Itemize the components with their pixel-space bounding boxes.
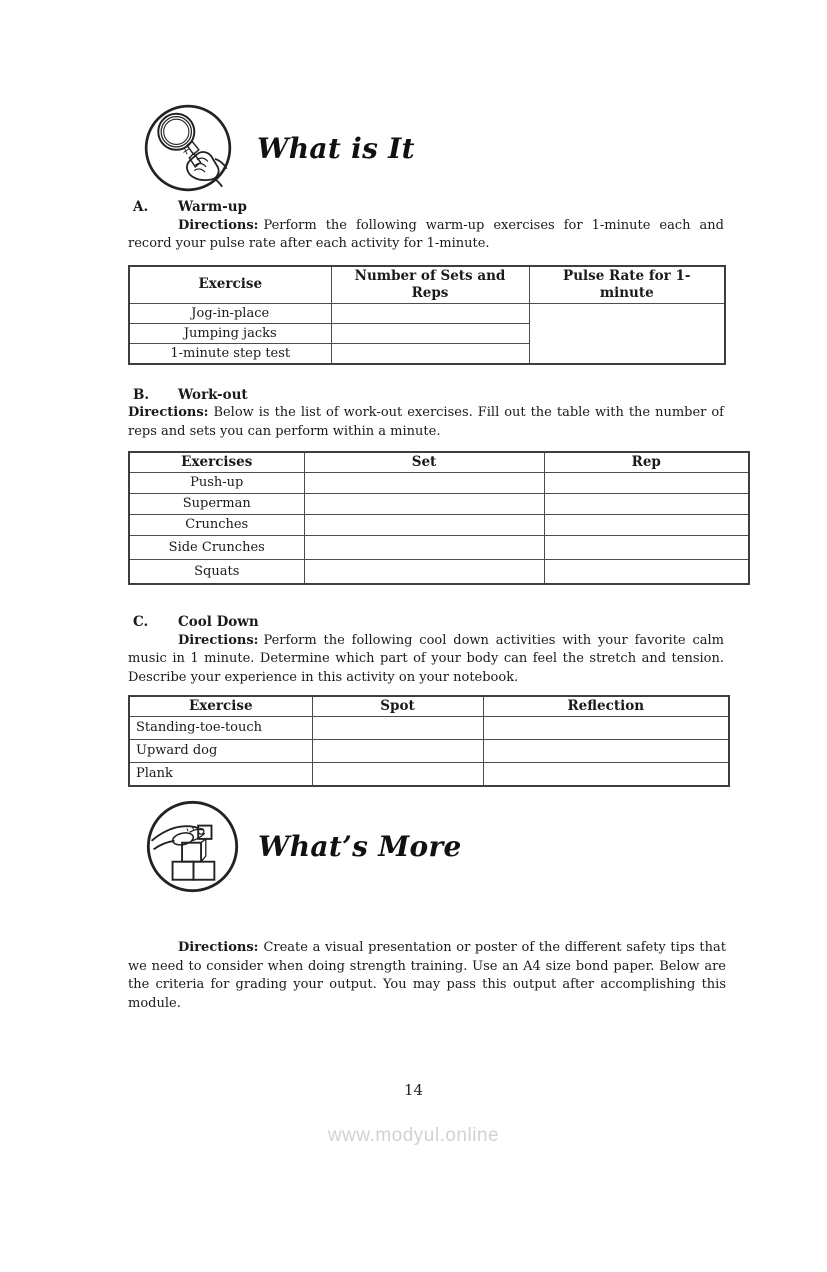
cooldown-table xyxy=(128,695,730,787)
workout-directions xyxy=(128,404,724,441)
document-page xyxy=(0,103,827,1147)
column-header: Rep xyxy=(544,452,749,473)
section-title-warmup: Warm-up xyxy=(178,199,247,215)
exercise-name: Jumping jacks xyxy=(129,323,331,343)
exercise-name: Side Crunches xyxy=(129,536,304,560)
column-header: Set xyxy=(304,452,544,473)
column-header: Reflection xyxy=(483,696,729,717)
table-row xyxy=(129,740,729,763)
table-row xyxy=(129,560,749,585)
fill-in-cell xyxy=(331,343,529,364)
column-header: Exercise xyxy=(129,696,312,717)
section-letter-b: B. xyxy=(133,386,150,403)
fill-in-cell xyxy=(304,515,544,536)
fill-in-cell xyxy=(544,515,749,536)
exercise-name: 1-minute step test xyxy=(129,343,331,364)
section-title-cooldown: Cool Down xyxy=(178,614,259,630)
table-row xyxy=(129,515,749,536)
table-header-row xyxy=(129,696,729,717)
fill-in-cell xyxy=(312,717,483,740)
fill-in-cell xyxy=(529,303,725,364)
fill-in-cell xyxy=(304,536,544,560)
column-header: Number of Sets and Reps xyxy=(331,266,529,304)
column-header: Spot xyxy=(312,696,483,717)
section-heading-workout xyxy=(128,386,724,405)
exercise-name: Squats xyxy=(129,560,304,585)
fill-in-cell xyxy=(544,473,749,494)
warmup-table xyxy=(128,265,726,365)
section-title-workout: Work-out xyxy=(178,386,248,403)
fill-in-cell xyxy=(544,536,749,560)
page-number: 14 xyxy=(403,1081,424,1099)
what-is-it-title: What is It xyxy=(257,131,415,165)
fill-in-cell xyxy=(483,763,729,787)
section-letter-c: C. xyxy=(133,614,149,630)
table-row xyxy=(129,536,749,560)
exercise-name: Push-up xyxy=(129,473,304,494)
fill-in-cell xyxy=(304,473,544,494)
directions-text: Below is the list of work-out exercises. Fill out the table with the number of reps and sets you can perform within a minute. xyxy=(128,405,724,439)
section-heading-cooldown xyxy=(128,613,724,632)
directions-text: Perform the following warm-up exercises for 1-minute each and record your pulse rate after each activity for 1-minute. xyxy=(128,217,724,251)
fill-in-cell xyxy=(544,494,749,515)
column-header: Pulse Rate for 1-minute xyxy=(529,266,725,304)
section-letter-a: A. xyxy=(133,199,149,215)
main-content xyxy=(128,198,724,787)
fill-in-cell xyxy=(544,560,749,585)
section-heading-warmup xyxy=(128,198,724,217)
exercise-name: Standing-toe-touch xyxy=(129,717,312,740)
fill-in-cell xyxy=(331,303,529,323)
table-row xyxy=(129,303,725,323)
magnifying-glass-icon xyxy=(143,103,233,193)
table-header-row xyxy=(129,266,725,304)
table-header-row xyxy=(129,452,749,473)
directions-label: Directions: xyxy=(128,405,209,420)
fill-in-cell xyxy=(312,740,483,763)
directions-label: Directions: xyxy=(178,940,259,955)
watermark: www.modyul.online xyxy=(327,1125,500,1146)
directions-label: Directions: xyxy=(178,632,259,648)
exercise-name: Jog-in-place xyxy=(129,303,331,323)
exercise-name: Upward dog xyxy=(129,740,312,763)
cooldown-directions xyxy=(128,632,724,688)
exercise-name: Plank xyxy=(129,763,312,787)
table-row xyxy=(129,473,749,494)
whats-more-directions xyxy=(128,939,726,1013)
whats-more-header xyxy=(145,799,827,894)
directions-text: Perform the following cool down activities with your favorite calm music in 1 minute. Determine which part of your body can feel the stretch and tension. Describe your experience in this activity on your notebook. xyxy=(128,632,724,685)
fill-in-cell xyxy=(312,763,483,787)
column-header: Exercises xyxy=(129,452,304,473)
fill-in-cell xyxy=(483,740,729,763)
table-row xyxy=(129,494,749,515)
fill-in-cell xyxy=(304,560,544,585)
fill-in-cell xyxy=(483,717,729,740)
fill-in-cell xyxy=(304,494,544,515)
directions-label: Directions: xyxy=(178,217,259,233)
what-is-it-header xyxy=(143,103,827,193)
exercise-name: Crunches xyxy=(129,515,304,536)
exercise-name: Superman xyxy=(129,494,304,515)
table-row xyxy=(129,763,729,787)
fill-in-cell xyxy=(331,323,529,343)
warmup-directions xyxy=(128,217,724,254)
whats-more-content xyxy=(128,939,726,1013)
column-header: Exercise xyxy=(129,266,331,304)
directions-text: Create a visual presentation or poster of the different safety tips that we need to consider when doing strength training. Use an A4 size bond paper. Below are the criteria for grading your output. You may pass this output after accomplishing this module. xyxy=(128,940,726,1011)
table-row xyxy=(129,717,729,740)
workout-table xyxy=(128,451,750,585)
hand-stacking-blocks-icon xyxy=(145,799,240,894)
whats-more-title: What’s More xyxy=(258,830,462,863)
